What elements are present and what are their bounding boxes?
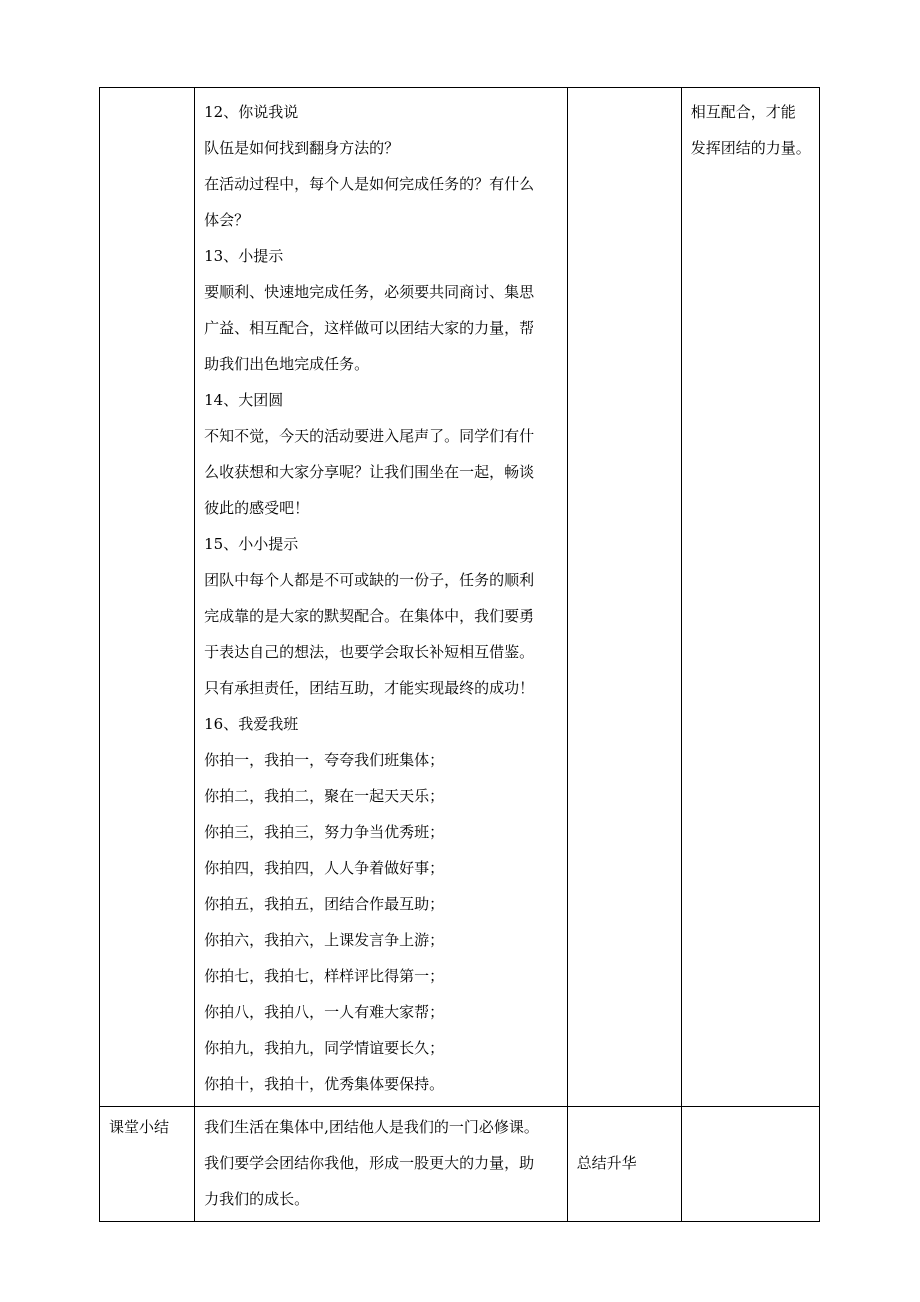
summary-content	[195, 1107, 567, 1221]
content-line: 你拍六，我拍六，上课发言争上游；	[204, 931, 445, 949]
content-line: 只有承担责任，团结互助，才能实现最终的成功！	[204, 679, 535, 697]
content-line: 体会？	[204, 211, 250, 229]
summary-activity: 总结升华	[576, 1154, 637, 1172]
content-line: 你拍五，我拍五，团结合作最互助；	[204, 895, 445, 913]
content-line: 完成靠的是大家的默契配合。在集体中，我们要勇	[204, 607, 535, 625]
content-line: 团队中每个人都是不可或缺的一份子，任务的顺利	[204, 571, 535, 589]
activity-row	[100, 88, 820, 1107]
content-line: 14、大团圆	[204, 391, 284, 409]
content-line: 广益、相互配合，这样做可以团结大家的力量，帮	[204, 319, 535, 337]
content-line: 你拍九，我拍九，同学情谊要长久；	[204, 1039, 445, 1057]
stage-cell-empty	[100, 88, 195, 1107]
content-line: 助我们出色地完成任务。	[204, 355, 370, 373]
content-line: 彼此的感受吧！	[204, 499, 310, 517]
summary-label: 课堂小结	[109, 1118, 170, 1136]
summary-content-cell	[195, 1107, 568, 1222]
summary-intent-cell-empty	[681, 1107, 819, 1222]
lesson-plan-table	[99, 87, 820, 1222]
content-line: 你拍三，我拍三，努力争当优秀班；	[204, 823, 445, 841]
content-line: 队伍是如何找到翻身方法的？	[204, 139, 400, 157]
content-line: 么收获想和大家分享呢？让我们围坐在一起，畅谈	[204, 463, 535, 481]
content-line: 你拍四，我拍四，人人争着做好事；	[204, 859, 445, 877]
summary-label-cell	[100, 1107, 195, 1222]
content-line: 不知不觉，今天的活动要进入尾声了。同学们有什	[204, 427, 535, 445]
summary-line: 力我们的成长。	[204, 1190, 310, 1208]
summary-line: 我们要学会团结你我他，形成一股更大的力量，助	[204, 1154, 535, 1172]
design-intent	[682, 88, 819, 170]
student-activity-cell-empty	[567, 88, 681, 1107]
intent-line: 发挥团结的力量。	[690, 139, 811, 157]
content-line: 12、你说我说	[204, 103, 299, 121]
design-intent-cell	[681, 88, 819, 1107]
summary-line: 我们生活在集体中,团结他人是我们的一门必修课。	[204, 1118, 539, 1136]
content-line: 你拍二，我拍二，聚在一起天天乐；	[204, 787, 445, 805]
summary-row	[100, 1107, 820, 1222]
content-line: 你拍七，我拍七，样样评比得第一；	[204, 967, 445, 985]
content-line: 要顺利、快速地完成任务，必须要共同商讨、集思	[204, 283, 535, 301]
intent-line: 相互配合，才能	[690, 103, 796, 121]
activity-content-cell	[195, 88, 568, 1107]
content-line: 15、小小提示	[204, 535, 299, 553]
content-line: 于表达自己的想法，也要学会取长补短相互借鉴。	[204, 643, 535, 661]
content-line: 16、我爱我班	[204, 715, 299, 733]
content-line: 在活动过程中，每个人是如何完成任务的？有什么	[204, 175, 535, 193]
summary-activity-cell	[567, 1107, 681, 1222]
activity-content	[195, 88, 567, 1106]
content-line: 你拍一，我拍一，夸夸我们班集体；	[204, 751, 445, 769]
content-line: 13、小提示	[204, 247, 284, 265]
content-line: 你拍八，我拍八，一人有难大家帮；	[204, 1003, 445, 1021]
content-line: 你拍十，我拍十，优秀集体要保持。	[204, 1075, 445, 1093]
